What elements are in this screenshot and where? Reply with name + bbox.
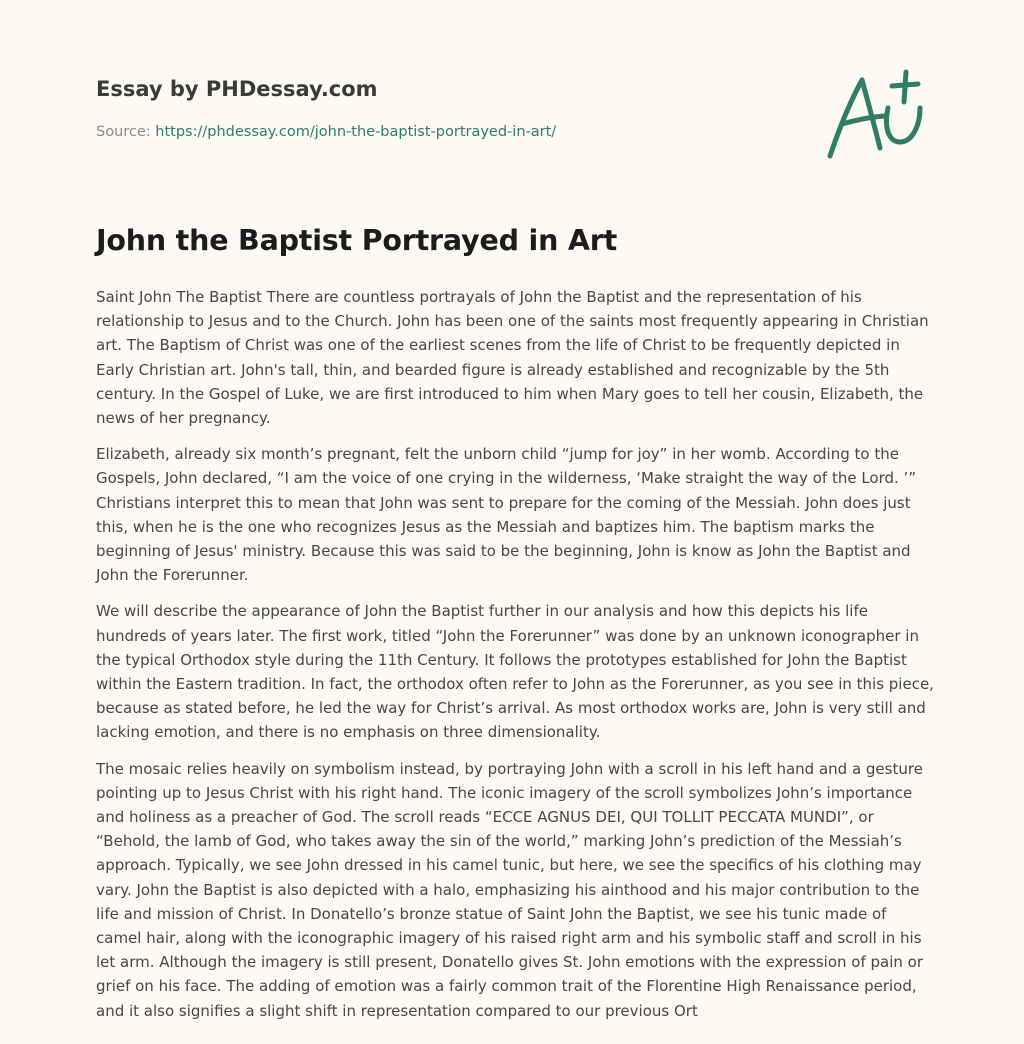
essay-title: John the Baptist Portrayed in Art <box>96 224 618 257</box>
paragraph: The mosaic relies heavily on symbolism instead, by portraying John with a scroll in his left hand and a gesture pointing up to Jesus Christ with his right hand. The iconic imagery of the scroll symbolizes John’s importance and holiness as a preacher of God. The scroll reads “ECCE AGNUS DEI, QUI TOLLIT PECCATA MUNDI”, or “Behold, the lamb of God, who takes away the sin of the world,” marking John’s prediction of the Messiah’s approach. Typically, we see John dressed in his camel tunic, but here, we see the specifics of his clothing may vary. John the Baptist is also depicted with a halo, emphasizing his ainthood and his major contribution to the life and mission of Christ. In Donatello’s bronze statue of Saint John the Baptist, we see his tunic made of camel hair, along with the iconographic imagery of his raised right arm and his symbolic staff and scroll in his let arm. Although the imagery is still present, Donatello gives St. John emotions with the expression of pain or grief on his face. The adding of emotion was a fairly common trait of the Florentine High Renaissance period, and it also signifies a slight shift in representation compared to our previous Ort <box>96 759 924 1020</box>
paragraph: We will describe the appearance of John the Baptist further in our analysis and how this depicts his life hundreds of years later. The first work, titled “John the Forerunner” was done by an unknown iconographer in the typical Orthodox style during the 11th Century. It follows the prototypes established for John the Baptist within the Eastern tradition. In fact, the orthodox often refer to John as the Forerunner, as you see in this piece, because as stated before, he led the way for Christ’s arrival. As most orthodox works are, John is very still and lacking emotion, and there is no emphasis on three dimensionality. <box>96 602 934 742</box>
essay-body <box>96 285 934 1035</box>
header <box>96 0 928 200</box>
paragraph: Saint John The Baptist There are countless portrayals of John the Baptist and the representation of his relationship to Jesus and to the Church. John has been one of the saints most frequently appearing in Christian art. The Baptism of Christ was one of the earliest scenes from the life of Christ to be frequently depicted in Early Christian art. John's tall, thin, and bearded figure is already established and recognizable by the 5th century. In the Gospel of Luke, we are first introduced to him when Mary goes to tell her cousin, Elizabeth, the news of her pregnancy. <box>96 288 929 428</box>
source-line <box>96 124 556 140</box>
source-label: Source: <box>96 124 156 140</box>
paragraph: Elizabeth, already six month’s pregnant, felt the unborn child “jump for joy” in her womb. According to the Gospels, John declared, “I am the voice of one crying in the wilderness, ‘Make straight the way of the Lord. ’” Christians interpret this to mean that John was sent to prepare for the coming of the Messiah. John does just this, when he is the one who recognizes Jesus as the Messiah and baptizes him. The baptism marks the beginning of Jesus' ministry. Because this was said to be the beginning, John is know as John the Baptist and John the Forerunner. <box>96 445 917 585</box>
brand-title: Essay by PHDessay.com <box>96 77 378 101</box>
a-plus-logo-icon <box>824 66 928 166</box>
source-link[interactable]: https://phdessay.com/john-the-baptist-portrayed-in-art/ <box>155 124 557 140</box>
